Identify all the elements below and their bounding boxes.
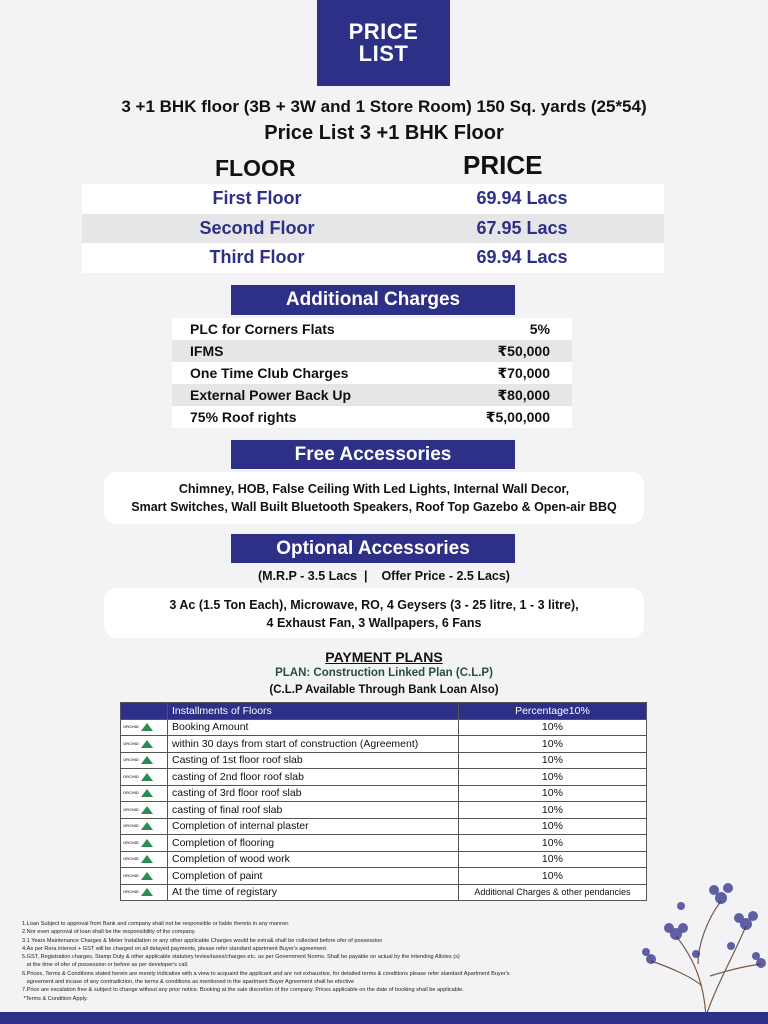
logo-triangle bbox=[141, 888, 153, 896]
payment-row bbox=[121, 884, 647, 901]
note-line: 2.Nor even approval of loan shall be the responsibility of the company. bbox=[22, 929, 196, 936]
percentage-header: Percentage10% bbox=[458, 703, 646, 720]
installment-label: Casting of 1st floor roof slab bbox=[168, 752, 459, 769]
installment-label: casting of final roof slab bbox=[168, 802, 459, 819]
note-line: 5.GST, Registration charges, Stamp Duty & other applicable statutory levies/taxes/charges etc. as per Government Norms. Shall be payable on actual by the intending Allotes (s) bbox=[22, 954, 460, 961]
free-accessories-banner: Free Accessories bbox=[231, 440, 515, 469]
additional-charges-table bbox=[172, 318, 572, 428]
installment-percentage: Additional Charges & other pendancies bbox=[458, 884, 646, 901]
installment-label: Completion of wood work bbox=[168, 851, 459, 868]
optional-accessories-line-1: 3 Ac (1.5 Ton Each), Microwave, RO, 4 Geysers (3 - 25 litre, 1 - 3 litre), bbox=[169, 598, 579, 612]
charge-label: PLC for Corners Flats bbox=[190, 321, 335, 337]
payment-row bbox=[121, 802, 647, 819]
installment-label: within 30 days from start of construction (Agreement) bbox=[168, 736, 459, 753]
logo-triangle bbox=[141, 806, 153, 814]
logo-triangle bbox=[141, 839, 153, 847]
payment-row-logo bbox=[121, 769, 168, 786]
payment-plans-title: PAYMENT PLANS bbox=[325, 649, 443, 665]
payment-row-logo bbox=[121, 802, 168, 819]
logo-triangle bbox=[141, 872, 153, 880]
price-list-title bbox=[317, 0, 450, 86]
orchid-logo-icon bbox=[123, 839, 165, 847]
charge-label: External Power Back Up bbox=[190, 387, 352, 403]
property-subtitle: 3 +1 BHK floor (3B + 3W and 1 Store Room) 150 Sq. yards (25*54) bbox=[121, 97, 647, 116]
floor-name: Third Floor bbox=[209, 247, 305, 268]
installment-label: Completion of flooring bbox=[168, 835, 459, 852]
installment-percentage: 10% bbox=[458, 736, 646, 753]
installment-percentage: 10% bbox=[458, 851, 646, 868]
charge-value: ₹80,000 bbox=[497, 386, 550, 403]
payment-row-logo bbox=[121, 851, 168, 868]
payment-table bbox=[120, 702, 647, 901]
payment-row-logo bbox=[121, 835, 168, 852]
logo-text: ORCHID bbox=[123, 806, 139, 812]
logo-triangle bbox=[141, 740, 153, 748]
free-accessories-card bbox=[104, 472, 644, 524]
note-line: *Terms & Condition Apply. bbox=[22, 995, 88, 1002]
orchid-logo-icon bbox=[123, 756, 165, 764]
floor-name: Second Floor bbox=[199, 217, 315, 238]
price-row bbox=[82, 184, 664, 214]
payment-row bbox=[121, 769, 647, 786]
payment-row bbox=[121, 785, 647, 802]
charge-label: One Time Club Charges bbox=[190, 365, 349, 381]
note-line: 7.Price are escalation free & subject to change without any prior notice. Booking at the sale discretion of the company. Prices applicable on the date of booking shall be applicable. bbox=[22, 987, 464, 994]
footer-bar bbox=[0, 1012, 768, 1024]
note-line: 3.1 Years Maintenance Charges & Meter Installation or any other applicable Charges would be extra& shall be collected before ofer of possession bbox=[22, 937, 383, 944]
floor-column-header: FLOOR bbox=[215, 155, 296, 181]
optional-accessories-banner: Optional Accessories bbox=[231, 534, 515, 563]
orchid-logo-icon bbox=[123, 822, 165, 830]
free-accessories-line-2: Smart Switches, Wall Built Bluetooth Speakers, Roof Top Gazebo & Open-air BBQ bbox=[131, 500, 617, 514]
installment-percentage: 10% bbox=[458, 835, 646, 852]
note-line: 6.Prices, Terms & Conditions stated herein are merely indicative with a view to acquaint the applicant and are not exhaustive, for detailed terms & conditions please refer standard Apartment Buyer's bbox=[22, 970, 510, 977]
free-accessories-line-1: Chimney, HOB, False Ceiling With Led Lights, Internal Wall Decor, bbox=[178, 482, 570, 496]
charge-row bbox=[172, 362, 572, 384]
payment-plan-note: (C.L.P Available Through Bank Loan Also) bbox=[269, 684, 499, 696]
price-row bbox=[82, 243, 664, 273]
orchid-logo-icon bbox=[123, 789, 165, 797]
payment-row bbox=[121, 818, 647, 835]
payment-row bbox=[121, 719, 647, 736]
title-line-1: PRICE bbox=[348, 19, 419, 44]
payment-row-logo bbox=[121, 785, 168, 802]
logo-text: ORCHID bbox=[123, 839, 139, 845]
note-line: 1.Loan Subject to approval from Bank and company shall not be responsible or liable thereto in any manner. bbox=[22, 921, 290, 927]
installment-label: At the time of registary bbox=[168, 884, 459, 901]
optional-price-note: (M.R.P - 3.5 Lacs | Offer Price - 2.5 Lacs) bbox=[258, 569, 510, 583]
orchid-logo-icon bbox=[123, 855, 165, 863]
payment-row-logo bbox=[121, 752, 168, 769]
installment-percentage: 10% bbox=[458, 769, 646, 786]
charge-row bbox=[172, 340, 572, 362]
floor-price: 69.94 Lacs bbox=[476, 188, 568, 209]
payment-plan-label: PLAN: Construction Linked Plan (C.L.P) bbox=[275, 667, 493, 679]
optional-accessories-line-2: 4 Exhaust Fan, 3 Wallpapers, 6 Fans bbox=[266, 616, 482, 630]
orchid-logo-icon bbox=[123, 888, 165, 896]
payment-row-logo bbox=[121, 818, 168, 835]
payment-row bbox=[121, 868, 647, 885]
price-table bbox=[82, 184, 664, 273]
logo-text: ORCHID bbox=[123, 823, 139, 829]
note-line: agreement and incase of any contradiction, the terms & conditions as mentioned in the apartment Buyer Agreement shall be efective bbox=[22, 979, 355, 986]
payment-table-header bbox=[121, 703, 647, 720]
logo-text: ORCHID bbox=[123, 757, 139, 763]
payment-row-logo bbox=[121, 736, 168, 753]
logo-triangle bbox=[141, 756, 153, 764]
price-column-header: PRICE bbox=[463, 150, 543, 180]
installment-percentage: 10% bbox=[458, 785, 646, 802]
title-line-2: LIST bbox=[358, 41, 409, 66]
charge-label: IFMS bbox=[190, 343, 224, 359]
installment-label: casting of 3rd floor roof slab bbox=[168, 785, 459, 802]
logo-triangle bbox=[141, 855, 153, 863]
logo-header-cell bbox=[121, 703, 168, 720]
logo-text: ORCHID bbox=[123, 790, 139, 796]
charge-label: 75% Roof rights bbox=[190, 409, 297, 425]
installment-percentage: 10% bbox=[458, 719, 646, 736]
charge-value: 5% bbox=[529, 321, 550, 337]
payment-row bbox=[121, 851, 647, 868]
installment-label: Booking Amount bbox=[168, 719, 459, 736]
charge-row bbox=[172, 318, 572, 340]
logo-triangle bbox=[141, 723, 153, 731]
terms-notes bbox=[22, 920, 682, 1003]
logo-triangle bbox=[141, 822, 153, 830]
payment-row-logo bbox=[121, 719, 168, 736]
logo-triangle bbox=[141, 789, 153, 797]
additional-charges-banner: Additional Charges bbox=[231, 285, 515, 315]
charge-value: ₹70,000 bbox=[497, 364, 550, 381]
installment-percentage: 10% bbox=[458, 868, 646, 885]
orchid-logo-icon bbox=[123, 723, 165, 731]
installment-percentage: 10% bbox=[458, 818, 646, 835]
price-row bbox=[82, 214, 664, 244]
price-list-heading: Price List 3 +1 BHK Floor bbox=[264, 122, 504, 144]
installments-header: Installments of Floors bbox=[168, 703, 459, 720]
installment-label: Completion of internal plaster bbox=[168, 818, 459, 835]
payment-row bbox=[121, 752, 647, 769]
payment-row-logo bbox=[121, 884, 168, 901]
floor-price: 67.95 Lacs bbox=[476, 217, 568, 238]
payment-row-logo bbox=[121, 868, 168, 885]
floor-price: 69.94 Lacs bbox=[476, 247, 568, 268]
charge-value: ₹5,00,000 bbox=[485, 408, 550, 425]
charge-row bbox=[172, 406, 572, 428]
floor-name: First Floor bbox=[212, 188, 302, 209]
installment-percentage: 10% bbox=[458, 802, 646, 819]
logo-text: ORCHID bbox=[123, 740, 139, 746]
orchid-logo-icon bbox=[123, 806, 165, 814]
optional-accessories-card bbox=[104, 588, 644, 638]
payment-row bbox=[121, 835, 647, 852]
logo-triangle bbox=[141, 773, 153, 781]
logo-text: ORCHID bbox=[123, 889, 139, 895]
logo-text: ORCHID bbox=[123, 724, 139, 730]
orchid-logo-icon bbox=[123, 740, 165, 748]
note-line: 4.As per Rera interest + GST will be charged on all delayed payments, please refer standard apartment Buyer's agreement. bbox=[22, 945, 328, 952]
installment-percentage: 10% bbox=[458, 752, 646, 769]
logo-text: ORCHID bbox=[123, 872, 139, 878]
charge-value: ₹50,000 bbox=[497, 342, 550, 359]
charge-row bbox=[172, 384, 572, 406]
orchid-logo-icon bbox=[123, 773, 165, 781]
payment-row bbox=[121, 736, 647, 753]
note-line: at the time of ofer of possession or before as per developer's call. bbox=[22, 962, 189, 969]
installment-label: casting of 2nd floor roof slab bbox=[168, 769, 459, 786]
orchid-logo-icon bbox=[123, 872, 165, 880]
installment-label: Completion of paint bbox=[168, 868, 459, 885]
logo-text: ORCHID bbox=[123, 773, 139, 779]
logo-text: ORCHID bbox=[123, 856, 139, 862]
